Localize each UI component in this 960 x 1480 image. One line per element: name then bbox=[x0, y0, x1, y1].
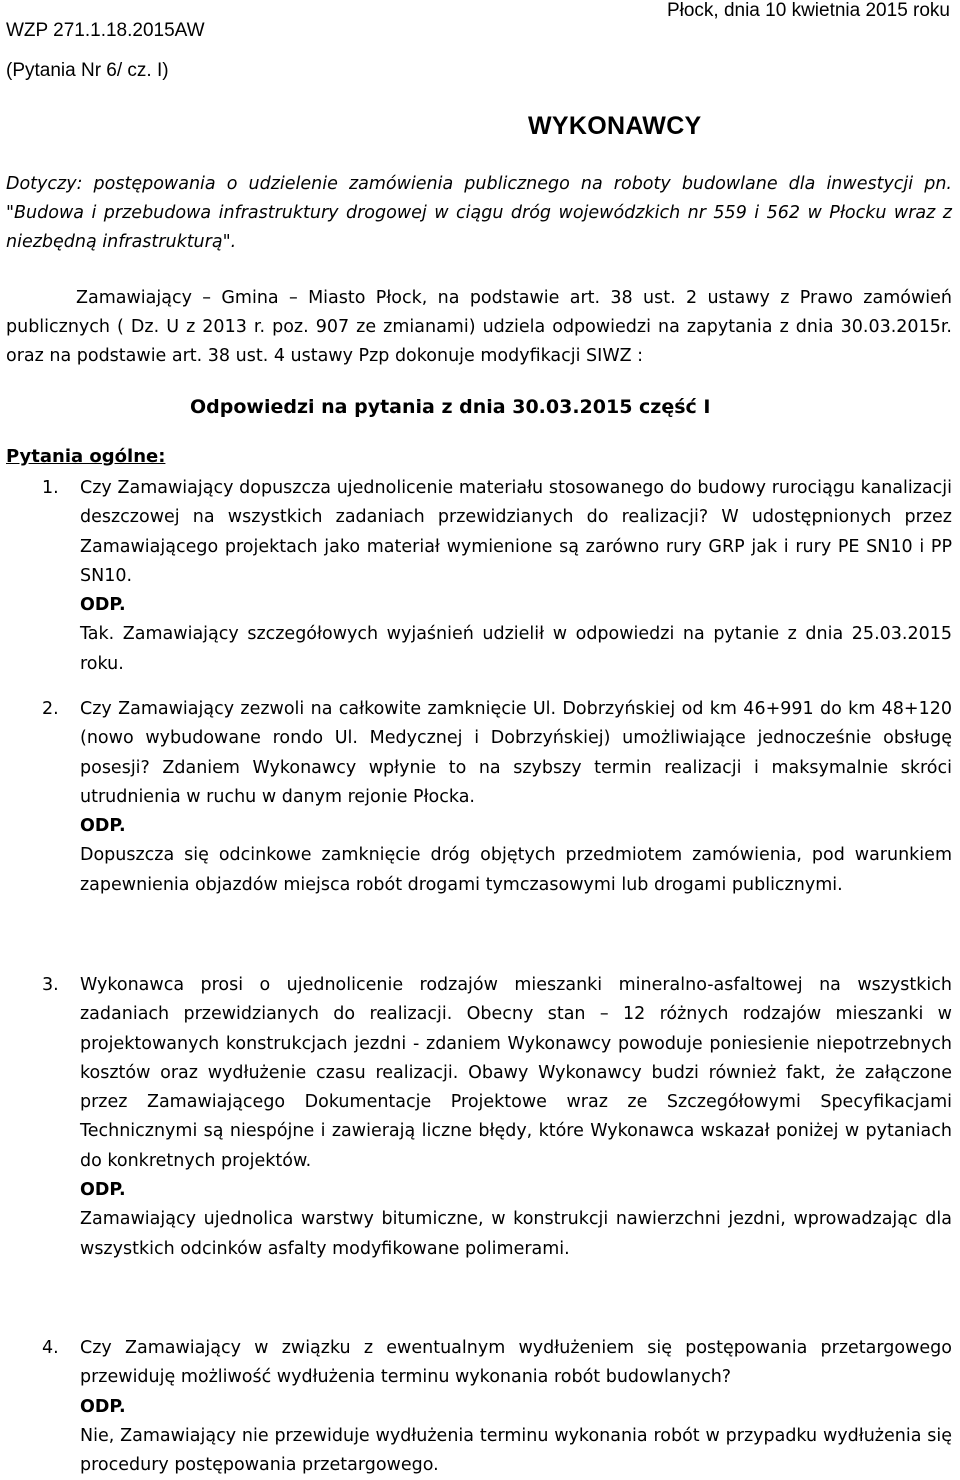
intro-text: Zamawiający – Gmina – Miasto Płock, na podstawie art. 38 ust. 2 ustawy z Prawo zamówień publicznych ( Dz. U z 2013 r. poz. 907 ze zmianami) udziela odpowiedzi na zapytania z dnia 30.03.2015r. oraz na podstawie art. 38 ust. 4 ustawy Pzp dokonuje modyfikacji SIWZ : bbox=[6, 288, 952, 366]
question-number: 2. bbox=[42, 699, 59, 719]
answer-label: ODP. bbox=[80, 595, 126, 616]
answer-label: ODP. bbox=[80, 816, 126, 837]
question-item bbox=[6, 971, 952, 1264]
question-number: 1. bbox=[42, 478, 59, 498]
answer-text: Zamawiający ujednolica warstwy bitumiczne, w konstrukcji nawierzchni jezdni, wprowadzając dla wszystkich odcinków asfalty modyfikowane polimerami. bbox=[80, 1209, 952, 1259]
reference-number: WZP 271.1.18.2015AW bbox=[6, 20, 205, 41]
question-part: (Pytania Nr 6/ cz. I) bbox=[6, 60, 169, 81]
subject-paragraph: Dotyczy: postępowania o udzielenie zamówienia publicznego na roboty budowlane dla inwestycji pn. "Budowa i przebudowa infrastruktury drogowej w ciągu dróg wojewódzkich nr 559 i 562 w Płocku wraz z niezbędną infrastrukturą". bbox=[6, 174, 952, 252]
answer-label: ODP. bbox=[80, 1180, 126, 1201]
question-item bbox=[6, 1334, 952, 1480]
question-text: Czy Zamawiający zezwoli na całkowite zamknięcie Ul. Dobrzyńskiej od km 46+991 do km 48+120 (nowo wybudowane rondo Ul. Medycznej i Dobrzyńskiej) umożliwiające jednocześnie obsługę posesji? Zdaniem Wykonawcy wpłynie to na szybszy termin realizacji i maksymalnie skróci utrudnienia w ruchu w danym rejonie Płocka. bbox=[80, 699, 952, 807]
question-item bbox=[6, 695, 952, 900]
question-text: Czy Zamawiający w związku z ewentualnym wydłużeniem się postępowania przetargowego przewiduję możliwość wydłużenia terminu wykonania robót budowlanych? bbox=[80, 1338, 952, 1388]
document-title: WYKONAWCY bbox=[528, 112, 702, 140]
answer-label: ODP. bbox=[80, 1396, 126, 1417]
question-number: 3. bbox=[42, 975, 59, 995]
header-left bbox=[6, 18, 205, 84]
answers-heading: Odpowiedzi na pytania z dnia 30.03.2015 część I bbox=[190, 396, 711, 418]
general-questions-heading: Pytania ogólne: bbox=[6, 446, 166, 467]
question-item bbox=[6, 474, 952, 679]
answer-text: Tak. Zamawiający szczegółowych wyjaśnień udzielił w odpowiedzi na pytanie z dnia 25.03.2015 roku. bbox=[80, 624, 952, 674]
place-date: Płock, dnia 10 kwietnia 2015 roku bbox=[666, 0, 950, 21]
intro-paragraph bbox=[6, 284, 952, 371]
question-number: 4. bbox=[42, 1338, 59, 1358]
answer-text: Dopuszcza się odcinkowe zamknięcie dróg objętych przedmiotem zamówienia, pod warunkiem zapewnienia objazdów miejsca robót drogami tymczasowymi lub drogami publicznymi. bbox=[80, 845, 952, 895]
question-text: Czy Zamawiający dopuszcza ujednolicenie materiału stosowanego do budowy rurociągu kanalizacji deszczowej na wszystkich zadaniach przewidzianych do realizacji? W udostępnionych przez Zamawiającego projektach jako materiał wymienione są zarówno rury GRP jak i rury PE SN10 i PP SN10. bbox=[80, 478, 952, 586]
answer-text: Nie, Zamawiający nie przewiduje wydłużenia terminu wykonania robót w przypadku wydłużenia się procedury postępowania przetargowego. bbox=[80, 1425, 952, 1476]
question-text: Wykonawca prosi o ujednolicenie rodzajów mieszanki mineralno-asfaltowej na wszystkich zadaniach przewidzianych do realizacji. Obecny stan – 12 różnych rodzajów mieszanki w projektowanych konstrukcjach jezdni - zdaniem Wykonawcy powoduje poniesienie niepotrzebnych kosztów oraz wydłużenie czasu realizacji. Obawy Wykonawcy budzi również fakt, że załączone przez Zamawiającego Dokumentacje Projektowe wraz ze Szczegółowymi Specyfikacjami Technicznymi są niespójne i zawierają liczne błędy, które Wykonawca wskazał poniżej w pytaniach do konkretnych projektów. bbox=[80, 975, 952, 1171]
